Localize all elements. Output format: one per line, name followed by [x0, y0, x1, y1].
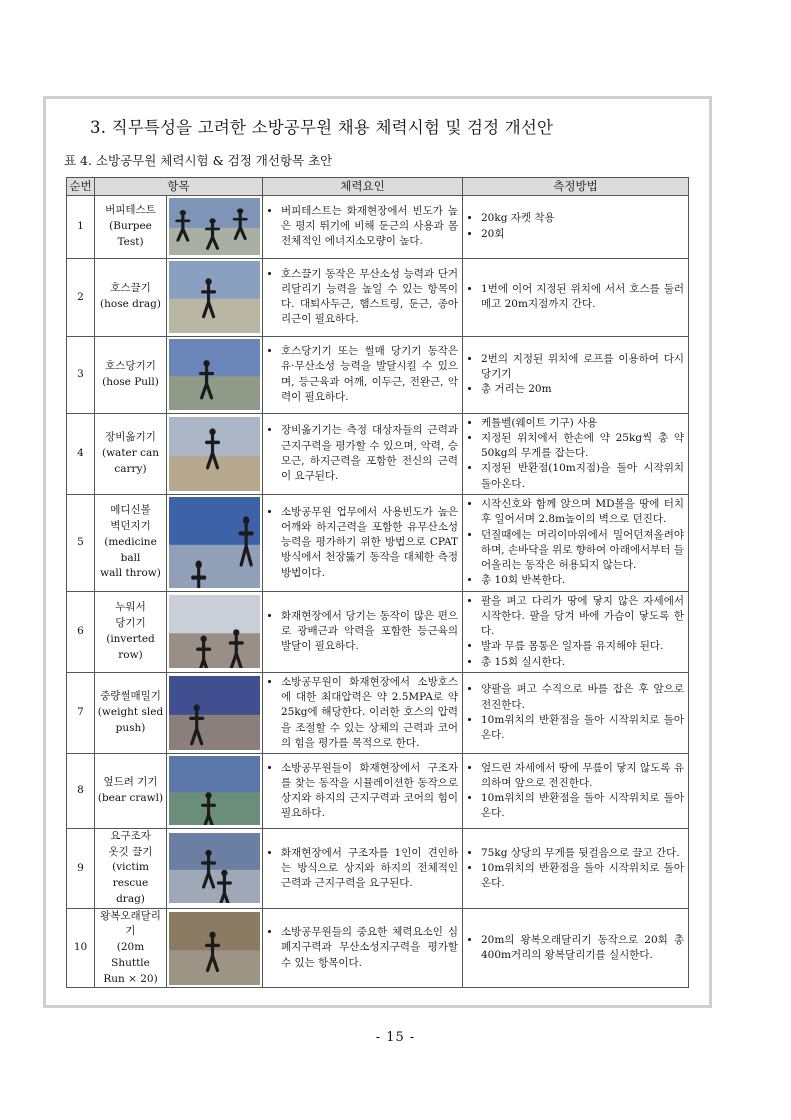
item-photo-cell — [167, 258, 263, 336]
item-name-line: 벽던지기 — [110, 520, 151, 533]
method-item: • 던질때에는 머리이마위에서 밀어던져올려야 하며, 손바닥을 위로 향하여 아래에서부터 들어올리는 동작은 허용되지 않는다. — [481, 528, 684, 574]
item-name-line: (medicine ball — [104, 535, 157, 564]
bear-crawl-photo — [169, 756, 260, 825]
hose-drag-photo — [169, 261, 260, 333]
table-header-row — [67, 178, 689, 196]
method-item: • 발과 무릎 몸통은 일자를 유지해야 된다. — [481, 639, 684, 654]
table-row — [67, 591, 689, 672]
item-name — [95, 753, 167, 828]
method-list — [467, 761, 684, 822]
table-row — [67, 753, 689, 828]
method-item: • 10m위치의 반환점을 돌아 시작위치로 돌아온다. — [481, 791, 684, 821]
item-name-line: (20m Shuttle — [111, 941, 150, 969]
item-name-line: (hose Pull) — [102, 375, 159, 388]
item-name-line: 왕복오래달리기 — [100, 909, 161, 938]
item-name-line: push) — [115, 721, 146, 734]
water-can-carry-photo — [169, 417, 260, 491]
burpee-photo — [169, 198, 260, 255]
athlete-figure-icon — [169, 833, 260, 903]
header-item: 항목 — [95, 178, 263, 196]
method-list — [467, 352, 684, 398]
method-item: • 시작신호와 함께 앉으며 MD볼을 땅에 터치 후 일어서며 2.8m높이의 벽으로 던진다. — [481, 497, 684, 527]
table-row — [67, 672, 689, 753]
method-cell — [463, 336, 689, 413]
item-name-line: 당기기 — [115, 617, 146, 630]
fitness-factor-cell — [263, 494, 463, 591]
row-number: 10 — [67, 908, 95, 988]
method-item: • 75kg 상당의 무게를 뒷걸음으로 끌고 간다. — [481, 846, 684, 861]
item-name-line: 장비옮기기 — [105, 431, 156, 444]
method-cell — [463, 195, 689, 258]
fitness-factor-cell — [263, 753, 463, 828]
method-item: • 20kg 자켓 착용 — [481, 211, 684, 226]
fitness-factor-list — [267, 846, 458, 892]
item-name-line: (bear crawl) — [97, 791, 164, 804]
method-list — [467, 497, 684, 588]
method-item: • 총 10회 반복한다. — [481, 573, 684, 588]
header-no: 순번 — [67, 178, 95, 196]
row-number: 2 — [67, 258, 95, 336]
method-list — [467, 416, 684, 492]
item-photo-cell — [167, 753, 263, 828]
method-item: • 지정된 반환점(10m지점)을 돌아 시작위치 돌아온다. — [481, 461, 684, 491]
fitness-factor-item: • 호스끌기 동작은 무산소성 능력과 단거리달리기 능력을 높일 수 있는 항목이다. 대퇴사두근, 햄스트링, 둔근, 종아리근이 필요하다. — [281, 267, 458, 328]
method-list — [467, 682, 684, 743]
sled-push-photo — [169, 676, 260, 750]
fitness-factor-cell — [263, 258, 463, 336]
item-name-line: (hose drag) — [100, 298, 161, 311]
fitness-factor-list — [267, 267, 458, 328]
fitness-factor-item: • 소방공무원들의 중요한 체력요소인 심폐지구력과 무산소성지구력을 평가할 수 있는 항목이다. — [281, 925, 458, 971]
fitness-factor-list — [267, 675, 458, 751]
fitness-factor-list — [267, 204, 458, 250]
item-name-line: (inverted — [106, 632, 155, 645]
row-number: 5 — [67, 494, 95, 591]
item-name — [95, 591, 167, 672]
item-name-line: 호스끌기 — [110, 282, 151, 295]
item-photo-cell — [167, 591, 263, 672]
fitness-factor-cell — [263, 908, 463, 988]
item-name-line: 버피테스트 — [105, 204, 156, 217]
method-item: • 20m의 왕복오래달리기 동작으로 20회 총 400m거리의 왕복달리기를 실시한다. — [481, 933, 684, 963]
item-photo-cell — [167, 494, 263, 591]
header-factors: 체력요인 — [263, 178, 463, 196]
method-item: • 케틀벨(웨이트 기구) 사용 — [481, 416, 684, 431]
table-row — [67, 494, 689, 591]
row-number: 1 — [67, 195, 95, 258]
fitness-factor-list — [267, 925, 458, 971]
athlete-figure-icon — [169, 497, 260, 588]
item-name-line: rescue drag) — [112, 877, 149, 905]
item-name-line: 메디신볼 — [110, 504, 151, 517]
item-name-line: 요구조자 — [110, 829, 151, 842]
victim-drag-photo — [169, 833, 260, 903]
table-row — [67, 828, 689, 908]
method-cell — [463, 672, 689, 753]
item-name-line: 중량썰매밀기 — [100, 690, 161, 703]
inverted-row-photo — [169, 595, 260, 668]
method-item: • 10m위치의 반환점을 돌아 시작위치로 돌아온다. — [481, 861, 684, 891]
shuttle-run-photo — [169, 912, 260, 985]
header-methods: 측정방법 — [463, 178, 689, 196]
fitness-factor-cell — [263, 828, 463, 908]
item-photo-cell — [167, 413, 263, 494]
fitness-factor-list — [267, 423, 458, 484]
fitness-factor-item: • 장비옮기기는 측정 대상자들의 근력과 근지구력을 평가할 수 있으며, 악력, 승모근, 하지근력을 포함한 전신의 근력이 요구된다. — [281, 423, 458, 484]
fitness-factor-item: • 호스당기기 또는 썰매 당기기 동작은 유·무산소성 능력을 발달시킬 수 있으며, 등근육과 어깨, 이두근, 전완근, 악력이 필요하다. — [281, 344, 458, 405]
hose-pull-photo — [169, 339, 260, 410]
item-name-line: (victim — [112, 861, 149, 874]
item-name-line: 누워서 — [115, 601, 146, 614]
method-item: • 엎드린 자세에서 땅에 무릎이 닿지 않도록 유의하며 앞으로 전진한다. — [481, 761, 684, 791]
row-number: 6 — [67, 591, 95, 672]
item-name-line: (weight sled — [97, 706, 164, 719]
item-name-line: (water can — [101, 446, 160, 459]
method-item: • 1번에 이어 지정된 위치에 서서 호스를 둘러메고 20m지점까지 간다. — [481, 282, 684, 312]
medicine-ball-photo — [169, 497, 260, 588]
improvement-items-table — [66, 177, 689, 988]
method-list — [467, 594, 684, 670]
method-cell — [463, 413, 689, 494]
method-cell — [463, 753, 689, 828]
athlete-figure-icon — [169, 261, 260, 333]
fitness-factor-cell — [263, 195, 463, 258]
row-number: 3 — [67, 336, 95, 413]
method-list — [467, 846, 684, 892]
item-name-line: 호스당기기 — [105, 359, 156, 372]
table-row — [67, 413, 689, 494]
item-name-line: (Burpee Test) — [109, 219, 152, 248]
method-item: • 20회 — [481, 227, 684, 242]
row-number: 9 — [67, 828, 95, 908]
method-item: • 양팔을 펴고 수직으로 바를 잡은 후 앞으로 전진한다. — [481, 682, 684, 712]
item-name — [95, 494, 167, 591]
fitness-factor-item: • 소방공무원들이 화재현장에서 구조자를 찾는 동작을 시뮬레이션한 동작으로 상지와 하지의 근지구력과 코어의 힘이 필요하다. — [281, 761, 458, 822]
item-name — [95, 413, 167, 494]
table-row — [67, 336, 689, 413]
item-photo-cell — [167, 195, 263, 258]
page-number: - 15 - — [375, 1030, 416, 1045]
item-photo-cell — [167, 828, 263, 908]
athlete-figure-icon — [169, 417, 260, 491]
fitness-factor-item: • 화재현장에서 구조자를 1인이 견인하는 방식으로 상지와 하지의 전체적인 근력과 근지구력을 요구된다. — [281, 846, 458, 892]
item-name — [95, 672, 167, 753]
item-name — [95, 336, 167, 413]
athlete-figure-icon — [169, 198, 260, 255]
athlete-figure-icon — [169, 339, 260, 410]
method-cell — [463, 258, 689, 336]
fitness-factor-list — [267, 344, 458, 405]
fitness-factor-item: • 소방공무원 업무에서 사용빈도가 높은 어깨와 하지근력을 포함한 유무산소성 능력을 평가하기 위한 방법으로 CPAT 방식에서 천장뚫기 동작을 대체한 측정방법이다. — [281, 505, 458, 581]
method-item: • 지정된 위치에서 한손에 약 25kg씩 총 약 50kg의 무게를 잡는다. — [481, 431, 684, 461]
method-list — [467, 933, 684, 963]
item-name — [95, 908, 167, 988]
fitness-factor-cell — [263, 591, 463, 672]
table-row — [67, 908, 689, 988]
method-item: • 10m위치의 반환점을 돌아 시작위치로 돌아온다. — [481, 713, 684, 743]
method-list — [467, 211, 684, 241]
table-caption: 표 4. 소방공무원 체력시험 & 검정 개선항목 초안 — [64, 153, 333, 168]
fitness-factor-list — [267, 609, 458, 655]
fitness-factor-list — [267, 505, 458, 581]
fitness-factor-list — [267, 761, 458, 822]
item-photo-cell — [167, 908, 263, 988]
item-name-line: 엎드려 기기 — [103, 776, 158, 789]
method-cell — [463, 828, 689, 908]
method-cell — [463, 591, 689, 672]
item-name-line: carry) — [114, 462, 147, 475]
section-title: 3. 직무특성을 고려한 소방공무원 채용 체력시험 및 검정 개선안 — [90, 118, 554, 137]
fitness-factor-item: • 화재현장에서 당기는 동작이 많은 편으로 광배근과 악력을 포함한 등근육의 발달이 필요하다. — [281, 609, 458, 655]
item-name — [95, 828, 167, 908]
row-number: 8 — [67, 753, 95, 828]
item-photo-cell — [167, 336, 263, 413]
row-number: 4 — [67, 413, 95, 494]
item-name-line: Run × 20) — [103, 972, 158, 985]
method-item: • 총 거리는 20m — [481, 382, 684, 397]
method-list — [467, 282, 684, 312]
athlete-figure-icon — [169, 595, 260, 668]
table-row — [67, 258, 689, 336]
item-name — [95, 258, 167, 336]
fitness-factor-cell — [263, 413, 463, 494]
method-item: • 팔을 펴고 다리가 땅에 닿지 않은 자세에서 시작한다. 팔을 당겨 바에 가슴이 닿도록 한다. — [481, 594, 684, 640]
athlete-figure-icon — [169, 756, 260, 825]
method-item: • 2번의 지정된 위치에 로프를 이용하여 다시 당기기 — [481, 352, 684, 382]
fitness-factor-cell — [263, 672, 463, 753]
item-name-line: 옷깃 끌기 — [108, 845, 153, 858]
row-number: 7 — [67, 672, 95, 753]
fitness-factor-cell — [263, 336, 463, 413]
item-name-line: wall throw) — [100, 567, 161, 580]
item-name-line: row) — [118, 648, 143, 661]
method-item: • 총 15회 실시한다. — [481, 655, 684, 670]
item-photo-cell — [167, 672, 263, 753]
item-name — [95, 195, 167, 258]
fitness-factor-item: • 소방공무원이 화재현장에서 소방호스에 대한 최대압력은 약 2.5MPA로 약 25kg에 해당한다. 이러한 호스의 압력을 조절할 수 있는 상체의 근력과 코어의 힘을 평가를 목적으로 한다. — [281, 675, 458, 751]
fitness-factor-item: • 버피테스트는 화재현장에서 빈도가 높은 평지 뛰기에 비해 둔근의 사용과 몸 전체적인 에너지소모량이 높다. — [281, 204, 458, 250]
table-row — [67, 195, 689, 258]
athlete-figure-icon — [169, 676, 260, 750]
method-cell — [463, 908, 689, 988]
athlete-figure-icon — [169, 912, 260, 985]
method-cell — [463, 494, 689, 591]
